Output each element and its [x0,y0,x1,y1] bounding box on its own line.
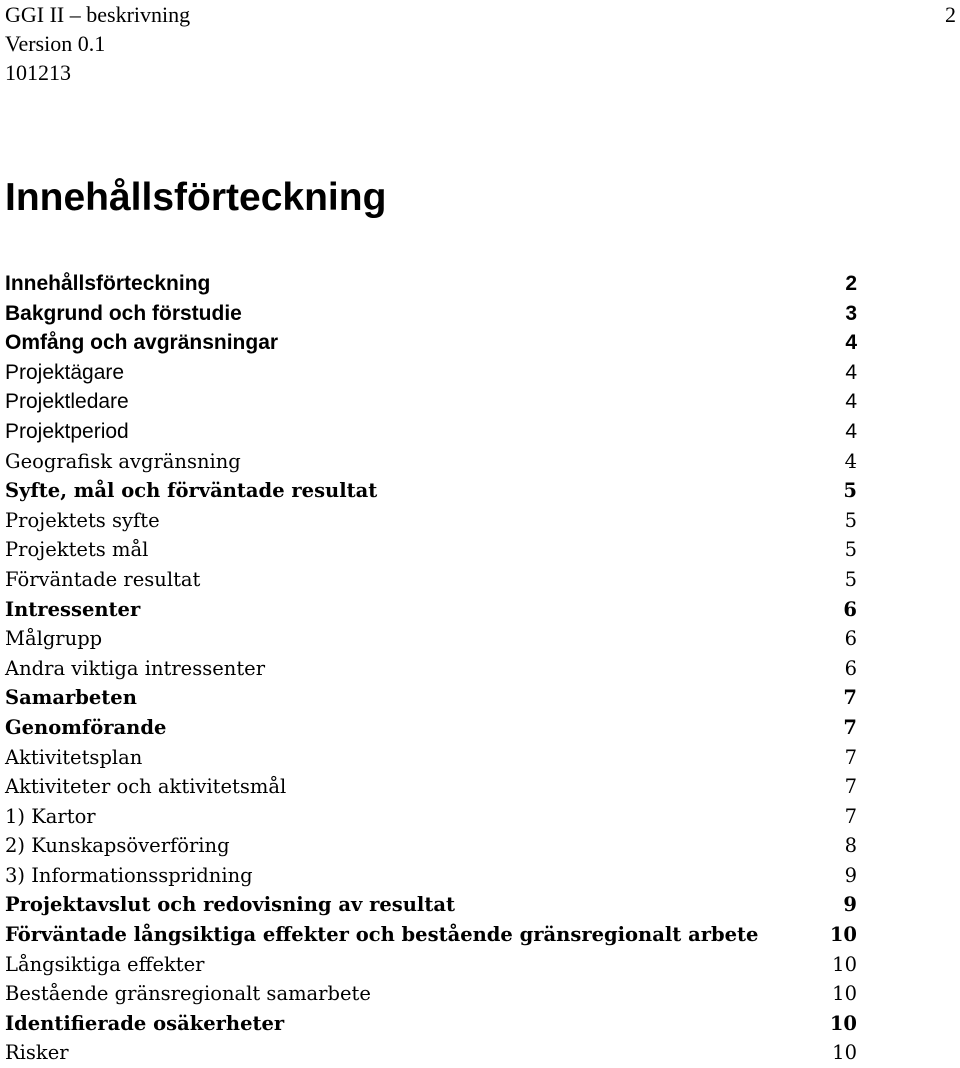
toc-entry[interactable] [5,979,857,1009]
toc-entry[interactable] [5,861,857,891]
toc-entry-label: Aktivitetsplan [5,745,143,769]
toc-entry-page-number: 7 [844,775,857,799]
toc-entry[interactable] [5,683,857,713]
toc-entry[interactable] [5,358,857,388]
toc-entry[interactable] [5,506,857,536]
toc-entry-page-number: 4 [845,331,857,355]
toc-entry[interactable] [5,772,857,802]
toc-entry[interactable] [5,920,857,950]
toc-entry-page-number: 4 [845,419,857,443]
toc-entry[interactable] [5,299,857,329]
toc-entry-page-number: 2 [845,272,857,295]
toc-entry-page-number: 7 [843,686,857,710]
toc-entry-page-number: 7 [843,715,857,739]
toc-entry[interactable] [5,802,857,832]
toc-entry-page-number: 7 [844,804,857,828]
toc-entry-label: Bakgrund och förstudie [5,301,242,325]
toc-entry-label: Projektledare [5,390,129,414]
header-version: Version 0.1 [5,31,106,56]
toc-entry-label: Målgrupp [5,627,103,651]
toc-entry-page-number: 5 [844,508,857,532]
toc-entry-page-number: 7 [844,745,857,769]
toc-entry-label: Projektavslut och redovisning av resultat [5,893,455,917]
toc-entry-page-number: 10 [832,1041,857,1065]
toc-entry[interactable] [5,654,857,684]
toc-entry-label: Syfte, mål och förväntade resultat [5,479,378,503]
toc-entry[interactable] [5,417,857,447]
toc-entry-page-number: 5 [844,567,857,591]
toc-entry[interactable] [5,743,857,773]
toc-entry[interactable] [5,535,857,565]
toc-entry-page-number: 6 [843,597,857,621]
toc-entry-page-number: 6 [844,627,857,651]
toc-entry-page-number: 4 [845,360,857,384]
toc-entry[interactable] [5,565,857,595]
toc-entry-label: Långsiktiga effekter [5,952,205,976]
toc-entry-label: 3) Informationsspridning [5,863,253,887]
page-number: 2 [945,2,956,27]
toc-entry-label: Aktiviteter och aktivitetsmål [5,775,287,799]
toc-entry-page-number: 10 [829,923,857,947]
toc-entry-label: Projektägare [5,360,125,384]
toc-entry-page-number: 3 [845,301,857,325]
toc-entry[interactable] [5,595,857,625]
toc-entry-label: Geografisk avgränsning [5,449,241,473]
toc-entry-label: Projektets mål [5,538,149,562]
toc-entry[interactable] [5,269,857,299]
toc-entry[interactable] [5,624,857,654]
toc-entry-page-number: 4 [845,390,857,414]
header-document-name: GGI II – beskrivning [5,2,191,27]
toc-entry-label: Omfång och avgränsningar [5,331,279,355]
toc-entry[interactable] [5,831,857,861]
document-header [5,0,955,87]
toc-entry-label: Andra viktiga intressenter [5,656,266,680]
toc-entry-label: Innehållsförteckning [5,272,211,295]
toc-entry-page-number: 9 [843,893,857,917]
toc-entry-page-number: 10 [832,982,857,1006]
header-date: 101213 [5,60,71,85]
toc-entry-label: Förväntade resultat [5,567,201,591]
toc-entry-label: Identifierade osäkerheter [5,1011,285,1035]
toc-entry-label: Förväntade långsiktiga effekter och bestående gränsregionalt arbete [5,923,759,947]
toc-entry[interactable] [5,476,857,506]
toc-entry-page-number: 9 [844,863,857,887]
toc-entry-label: Intressenter [5,597,141,621]
page-title: Innehållsförteckning [5,176,387,219]
toc-entry[interactable] [5,387,857,417]
toc-entry[interactable] [5,1009,857,1039]
toc-entry-page-number: 10 [829,1011,857,1035]
toc-entry[interactable] [5,890,857,920]
toc-entry-page-number: 5 [844,538,857,562]
toc-entry-label: Bestående gränsregionalt samarbete [5,982,371,1006]
toc-entry[interactable] [5,713,857,743]
toc-entry-page-number: 10 [832,952,857,976]
toc-entry-label: Samarbeten [5,686,137,710]
toc-entry-page-number: 8 [844,834,857,858]
toc-entry-label: 2) Kunskapsöverföring [5,834,230,858]
toc-entry[interactable] [5,328,857,358]
toc-entry[interactable] [5,1038,857,1068]
table-of-contents [5,269,857,1068]
toc-entry-page-number: 5 [843,479,857,503]
toc-entry-label: Risker [5,1041,69,1065]
toc-entry[interactable] [5,447,857,477]
toc-entry-label: 1) Kartor [5,804,96,828]
toc-entry-page-number: 4 [844,449,857,473]
toc-entry-page-number: 6 [844,656,857,680]
toc-entry-label: Projektets syfte [5,508,160,532]
toc-entry[interactable] [5,950,857,980]
toc-entry-label: Genomförande [5,715,167,739]
toc-entry-label: Projektperiod [5,419,129,443]
